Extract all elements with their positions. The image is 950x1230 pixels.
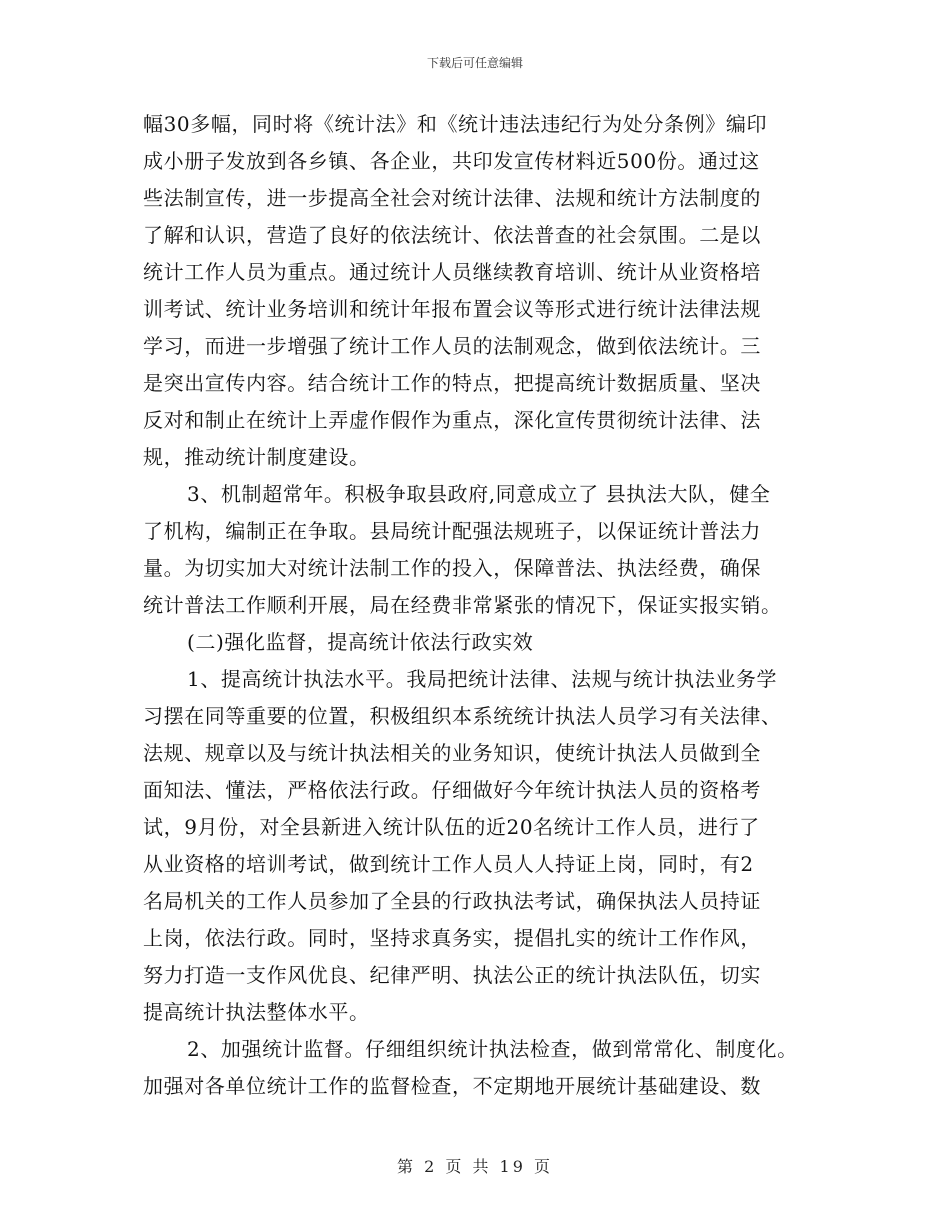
body-line: 上岗，依法行政。同时，坚持求真务实，提倡扎实的统计工作作风， [143, 926, 761, 950]
body-line: 量。为切实加大对统计法制工作的投入，保障普法、执法经费，确保 [143, 556, 761, 580]
body-line: 是突出宣传内容。结合统计工作的特点，把提高统计数据质量、坚决 [143, 371, 761, 395]
body-line: 从业资格的培训考试，做到统计工作人员人人持证上岗，同时，有2 [143, 852, 754, 876]
body-line: 试，9月份，对全县新进入统计队伍的近20名统计工作人员，进行了 [143, 815, 760, 839]
body-line: 面知法、懂法，严格依法行政。仔细做好今年统计执法人员的资格考 [143, 778, 761, 802]
body-line: 规，推动统计制度建设。 [143, 445, 370, 469]
body-line: 统计工作人员为重点。通过统计人员继续教育培训、统计从业资格培 [143, 260, 761, 284]
page-number-footer: 第 2 页 共 19 页 [397, 1157, 553, 1176]
body-line: 努力打造一支作风优良、纪律严明、执法公正的统计执法队伍，切实 [143, 963, 761, 987]
body-line: 了解和认识，营造了良好的依法统计、依法普查的社会氛围。二是以 [143, 223, 761, 247]
body-line: 些法制宣传，进一步提高全社会对统计法律、法规和统计方法制度的 [143, 186, 761, 210]
body-line: 习摆在同等重要的位置，积极组织本系统统计执法人员学习有关法律、 [143, 704, 782, 728]
body-line: 提高统计执法整体水平。 [143, 1000, 370, 1024]
paragraph-start-line: 2、加强统计监督。仔细组织统计执法检查，做到常常化、制度化。 [187, 1037, 798, 1061]
body-line: 成小册子发放到各乡镇、各企业，共印发宣传材料近500份。通过这 [143, 149, 760, 173]
page-header: 下载后可任意编辑 [426, 56, 523, 70]
body-line: 训考试、统计业务培训和统计年报布置会议等形式进行统计法律法规 [143, 297, 761, 321]
body-line: 了机构，编制正在争取。县局统计配强法规班子，以保证统计普法力 [143, 519, 761, 543]
body-line: 统计普法工作顺利开展，局在经费非常紧张的情况下，保证实报实销。 [143, 593, 782, 617]
paragraph-start-line: 3、机制超常年。积极争取县政府,同意成立了 县执法大队，健全 [187, 482, 771, 506]
section-heading: (二)强化监督，提高统计依法行政实效 [187, 630, 534, 654]
body-line: 法规、规章以及与统计执法相关的业务知识，使统计执法人员做到全 [143, 741, 761, 765]
document-body [143, 106, 808, 1105]
body-line: 加强对各单位统计工作的监督检查，不定期地开展统计基础建设、数 [143, 1074, 761, 1098]
body-line: 学习，而进一步增强了统计工作人员的法制观念，做到依法统计。三 [143, 334, 761, 358]
body-line: 幅30多幅，同时将《统计法》和《统计违法违纪行为处分条例》编印 [143, 112, 768, 136]
body-line: 反对和制止在统计上弄虚作假作为重点，深化宣传贯彻统计法律、法 [143, 408, 761, 432]
paragraph-start-line: 1、提高统计执法水平。我局把统计法律、法规与统计执法业务学 [187, 667, 778, 691]
body-line: 名局机关的工作人员参加了全县的行政执法考试，确保执法人员持证 [143, 889, 761, 913]
